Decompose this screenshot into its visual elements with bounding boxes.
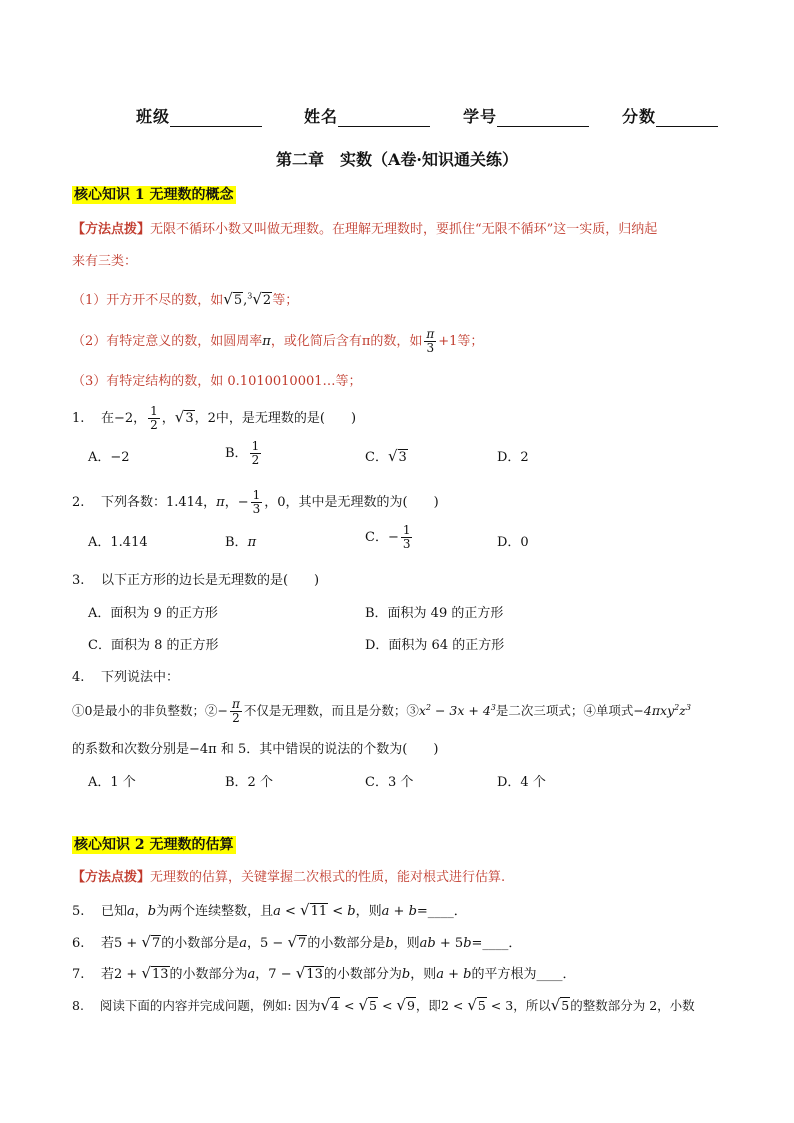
q3-option-a[interactable]: A．面积为 9 的正方形	[88, 606, 218, 621]
method-tip-2	[72, 866, 505, 885]
question-5: 5. 已知a，b为两个连续整数，且a < √11 < b，则a + b=____．	[72, 901, 467, 919]
question-number: 3.	[72, 573, 85, 588]
q2-option-c[interactable]: C．− $\frac{1}{3}$	[365, 523, 411, 551]
method-tag: 【方法点拨】	[72, 870, 151, 885]
q4-option-c[interactable]: C．3 个	[365, 775, 414, 790]
section-title: 无理数的概念	[149, 187, 234, 203]
q6-b: 的小数部分是	[161, 936, 240, 951]
q7-b: 的小数部分为	[169, 967, 248, 982]
q8-b: ，即	[415, 998, 441, 1013]
q4-line1-a: ①0是最小的非负整数；②−	[72, 703, 228, 718]
monomial-expr: $-4\pi xy^2z^3$	[633, 702, 691, 718]
q1-option-c[interactable]: C．√3	[365, 447, 407, 465]
q1-stem-c: ，2中，是无理数的是( )	[194, 411, 357, 426]
sqrt-3: √3	[174, 408, 194, 426]
question-number: 1.	[72, 411, 85, 426]
question-6: 6. 若5 + √7的小数部分是a，5 − √7的小数部分是b，则ab + 5b=____．	[72, 933, 522, 951]
category-1	[72, 289, 298, 308]
section-tag: 核心知识 1	[74, 187, 145, 203]
q1-option-a[interactable]: A．−2	[88, 450, 130, 465]
sqrt-5-expr: √5,$^3$√2	[223, 290, 272, 308]
category-1-end: 等；	[272, 293, 299, 308]
pi-symbol: π	[262, 334, 271, 349]
section-heading-2	[72, 834, 236, 854]
method-tag: 【方法点拨】	[72, 222, 151, 237]
option-label: C．−	[365, 530, 399, 545]
category-2-mid: ，或化简后含有π的数，如	[270, 334, 423, 349]
category-3: （3）有特定结构的数，如 0.1010010001…等；	[72, 374, 362, 389]
q7-c: ，	[255, 967, 269, 982]
option-label: B．	[225, 446, 248, 461]
pi-over-3-fraction: $\frac{\pi}{3}$	[426, 327, 435, 355]
option-label: B．	[225, 535, 248, 550]
name-blank[interactable]	[338, 110, 430, 127]
q7-f: 的平方根为____．	[471, 967, 576, 982]
question-number: 2.	[72, 495, 85, 510]
q2-option-b[interactable]: B．π	[225, 535, 257, 550]
q4-line1-c: 是二次三项式；④单项式	[495, 703, 634, 718]
q4-line1-b: 不仅是无理数，而且是分数；③	[243, 703, 419, 718]
q4-option-a[interactable]: A．1 个	[88, 775, 136, 790]
method-text: 无限不循环小数又叫做无理数。在理解无理数时，要抓住“无限不循环”这一实质，归纳起	[150, 222, 658, 237]
student-id-label: 学号	[463, 107, 498, 126]
q3-option-b[interactable]: B．面积为 49 的正方形	[365, 606, 504, 621]
q4-line2: 的系数和次数分别是−4π 和 5．其中错误的说法的个数为( )	[72, 742, 439, 757]
category-2	[72, 328, 483, 355]
question-1	[72, 405, 356, 432]
q6-d: 的小数部分是	[307, 936, 386, 951]
q5-d: ，则	[355, 904, 382, 919]
option-label: C．	[365, 450, 388, 465]
question-7: 7. 若2 + √13的小数部分为a，7 − √13的小数部分为b，则a + b的平方根为____．	[72, 964, 576, 982]
question-number: 4.	[72, 670, 85, 685]
q8-d: 的整数部分为 2，小数	[570, 998, 695, 1013]
q1-stem-b: ，	[161, 411, 175, 426]
q2-stem-b: ，−	[224, 495, 249, 510]
section-tag: 核心知识 2	[74, 837, 145, 853]
question-number: 5.	[72, 904, 85, 919]
category-2-text: （2）有特定意义的数，如圆周率	[72, 334, 263, 349]
q6-e: ，则	[393, 936, 420, 951]
category-1-text: （1）开方开不尽的数，如	[72, 293, 224, 308]
student-id-field	[463, 104, 589, 127]
section-heading-1	[72, 184, 236, 204]
q1-option-b[interactable]: B． $\frac{1}{2}$	[225, 439, 260, 467]
q4-option-b[interactable]: B．2 个	[225, 775, 273, 790]
q8-a: 阅读下面的内容并完成问题，例如: 因为	[99, 998, 321, 1013]
q5-b: ，	[134, 904, 148, 919]
q7-e: ，则	[410, 967, 437, 982]
q5-e: =____．	[416, 904, 467, 919]
q4-option-d[interactable]: D．4 个	[497, 775, 546, 790]
section-title: 无理数的估算	[149, 837, 234, 853]
question-8: 8. 阅读下面的内容并完成问题，例如: 因为√4 < √5 < √9，即2 < √5 < 3，所以√5的整数部分为 2，小数	[72, 996, 695, 1014]
name-label: 姓名	[304, 107, 339, 126]
method-tip-1	[72, 218, 657, 237]
q8-c: ，所以	[513, 998, 551, 1013]
q7-a: 若	[100, 967, 114, 982]
q2-stem-a: 下列各数：1.414，	[100, 495, 217, 510]
question-3	[72, 569, 319, 588]
q3-stem: 以下正方形的边长是无理数的是( )	[100, 573, 320, 588]
question-2: 2. 下列各数：1.414，π，− $\frac{1}{3}$ ，0，其中是无理数的为( )	[72, 488, 439, 516]
class-blank[interactable]	[170, 110, 262, 127]
q2-option-a[interactable]: A．1.414	[88, 535, 148, 550]
q2-stem-c: ，0，其中是无理数的为( )	[264, 495, 439, 510]
q1-option-d[interactable]: D．2	[497, 450, 529, 465]
method-text: 无理数的估算，关键掌握二次根式的性质，能对根式进行估算.	[150, 870, 506, 885]
name-field	[304, 104, 430, 127]
q7-d: 的小数部分为	[323, 967, 402, 982]
polynomial-expr: $x^2 - 3x + 4^3$	[418, 702, 496, 718]
q5-c: 为两个连续整数，且	[156, 904, 274, 919]
page-title: 第二章 实数（A卷·知识通关练）	[276, 150, 518, 169]
score-field	[622, 104, 718, 127]
q5-a: 已知	[100, 904, 127, 919]
q1-stem-a: 在−2，	[100, 411, 147, 426]
score-label: 分数	[622, 107, 657, 126]
q6-a: 若	[100, 936, 114, 951]
student-id-blank[interactable]	[497, 110, 589, 127]
question-number: 7.	[72, 967, 85, 982]
question-4	[72, 666, 179, 685]
score-blank[interactable]	[656, 110, 718, 127]
method-tip-1-cont: 来有三类：	[72, 254, 138, 269]
class-label: 班级	[136, 107, 171, 126]
q4-stem: 下列说法中：	[100, 670, 179, 685]
question-number: 6.	[72, 936, 85, 951]
third-fraction: $\frac{1}{3}$	[252, 488, 261, 516]
category-2-end: +1等；	[438, 334, 484, 349]
q3-option-d[interactable]: D．面积为 64 的正方形	[365, 638, 505, 653]
q6-f: =____．	[471, 936, 522, 951]
question-number: 8.	[72, 998, 84, 1013]
class-field	[136, 104, 262, 127]
q2-option-d[interactable]: D．0	[497, 535, 529, 550]
q4-statements: ①0是最小的非负整数；②− $\frac{\pi}{2}$ 不仅是无理数，而且是分数；$③x^2 - 3x + 4^3$是二次三项式；④单项式$-4\pi xy^2z^3$	[72, 697, 691, 725]
half-fraction: $\frac{1}{2}$	[150, 404, 158, 432]
q6-c: ，	[247, 936, 261, 951]
q3-option-c[interactable]: C．面积为 8 的正方形	[88, 638, 219, 653]
